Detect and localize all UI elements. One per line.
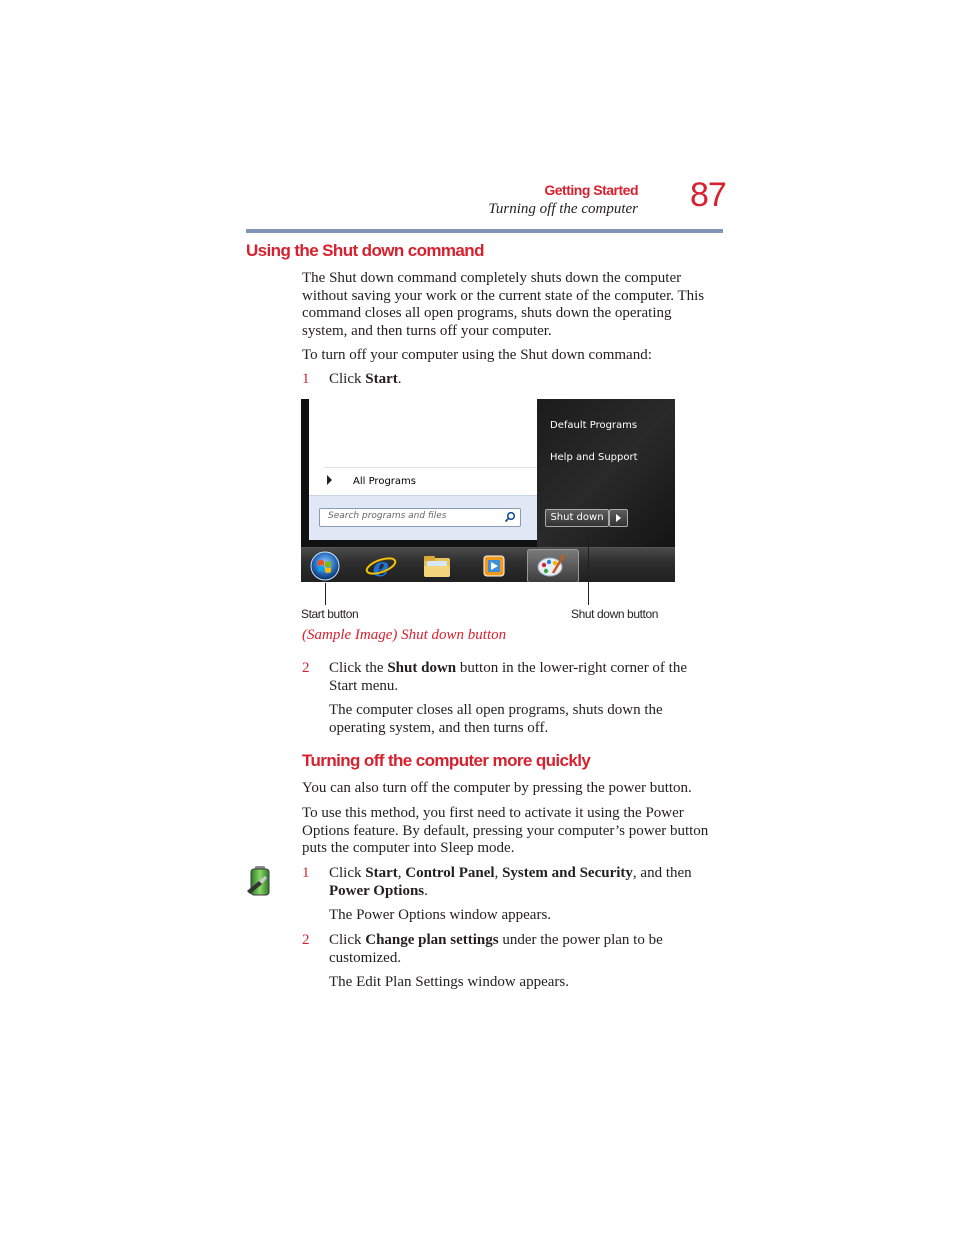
step-text (329, 660, 729, 695)
step-bold: Start (365, 371, 398, 387)
step-text-part: Click the (329, 660, 388, 676)
svg-text:e: e (372, 553, 390, 581)
step-bold: Power Options (329, 882, 425, 899)
paragraph-line: puts the computer into Sleep mode. (302, 840, 515, 856)
shut-down-button[interactable]: Shut down (545, 509, 609, 527)
section-heading-shut-down: Using the Shut down command (246, 241, 484, 260)
menu-item-help-support[interactable]: Help and Support (550, 452, 638, 463)
intro-line: command closes all open programs, shuts down the operating (302, 305, 672, 321)
step-line: customized. (329, 949, 402, 966)
step-text (329, 865, 729, 900)
search-input[interactable] (319, 508, 521, 527)
shut-down-options-arrow[interactable] (609, 509, 628, 527)
step-text-part: Click (329, 865, 366, 881)
start-menu-left-pane (309, 399, 540, 540)
step-bold: Shut down (387, 660, 457, 676)
step-number: 2 (302, 660, 310, 676)
windows-start-icon[interactable] (307, 551, 343, 581)
step-line (329, 660, 729, 678)
step-text-part: , and then (632, 865, 692, 881)
internet-explorer-icon[interactable] (363, 551, 399, 581)
menu-separator (323, 467, 537, 468)
section-heading-quickly: Turning off the computer more quickly (302, 751, 591, 770)
step-text-part: Click (329, 932, 366, 948)
step-text-part: button in the lower-right corner of the (456, 660, 688, 676)
intro-line: system, and then turns off your computer. (302, 322, 552, 339)
callout-shutdown-button: Shut down button (571, 607, 659, 621)
step-text-part: . (397, 371, 402, 387)
step-line (329, 932, 729, 950)
step-result-line: operating system, and then turns off. (329, 719, 549, 736)
step-bold: Change plan settings (365, 932, 499, 948)
step-text-part: , (494, 865, 503, 881)
shutdown-callout-line (588, 527, 589, 605)
menu-item-default-programs[interactable]: Default Programs (550, 420, 638, 431)
step-text-part: . (424, 882, 428, 899)
running-header-subtitle: Turning off the computer (488, 201, 638, 217)
header-rule (246, 229, 723, 233)
step-result (329, 702, 729, 737)
step-bold: System and Security (502, 865, 633, 881)
step-result: The Edit Plan Settings window appears. (329, 974, 569, 990)
intro-paragraph (302, 270, 732, 340)
step-text (329, 932, 729, 967)
step-result-line: The computer closes all open programs, shuts down the (329, 702, 663, 718)
step-bold: Control Panel (405, 865, 495, 881)
figure-caption: (Sample Image) Shut down button (302, 627, 507, 643)
paragraph-line: Options feature. By default, pressing your computer’s power button (302, 822, 709, 839)
paint-icon[interactable] (533, 551, 569, 581)
power-options-paragraph (302, 805, 732, 858)
search-area (309, 495, 539, 540)
step-number: 2 (302, 932, 310, 948)
step-result: The Power Options window appears. (329, 907, 552, 923)
all-programs-item[interactable]: All Programs (353, 476, 416, 487)
step-number: 1 (302, 371, 310, 387)
step-number: 1 (302, 865, 310, 881)
battery-icon (244, 864, 278, 898)
step-line (329, 883, 729, 901)
instruction-paragraph: To turn off your computer using the Shut down command: (302, 347, 652, 363)
magnifier-icon[interactable] (504, 511, 516, 523)
callout-start-button: Start button (301, 607, 359, 621)
start-menu-screenshot (301, 399, 675, 582)
step-line: Start menu. (329, 677, 399, 694)
step-text (329, 371, 402, 389)
intro-line: The Shut down command completely shuts down the computer (302, 270, 682, 286)
step-bold: Start (365, 865, 398, 881)
paragraph-line: To use this method, you first need to activate it using the Power (302, 805, 684, 821)
page-number: 87 (690, 176, 726, 214)
start-callout-line (325, 583, 326, 605)
step-text-part: , (397, 865, 406, 881)
power-button-paragraph: You can also turn off the computer by pressing the power button. (302, 780, 692, 796)
folder-icon[interactable] (419, 551, 455, 581)
step-text-part: under the power plan to be (498, 932, 663, 948)
media-player-icon[interactable] (475, 551, 511, 581)
search-placeholder: Search programs and files (328, 511, 447, 521)
running-header-section: Getting Started (544, 182, 638, 198)
step-text-part: Click (329, 371, 366, 387)
step-line (329, 865, 729, 883)
all-programs-arrow-icon (327, 475, 332, 485)
intro-line: without saving your work or the current state of the computer. This (302, 287, 705, 304)
